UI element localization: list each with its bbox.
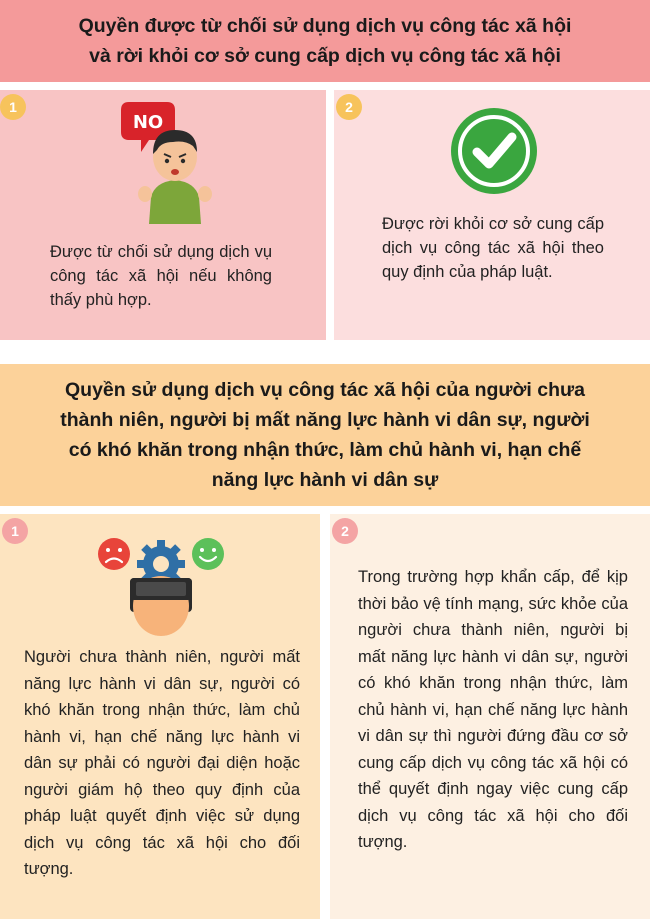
section2-title-line2: thành niên, người bị mất năng lực hành vi dân sự, người — [60, 409, 590, 431]
section2-title-line3: có khó khăn trong nhận thức, làm chủ hành vi, hạn chế — [68, 439, 582, 461]
section2-title-line1: Quyền sử dụng dịch vụ công tác xã hội của người chưa — [65, 379, 585, 401]
card-guardian-decision — [0, 514, 320, 919]
person-saying-no-icon — [115, 102, 235, 232]
card-emergency-provision — [330, 514, 650, 919]
section1-title — [0, 0, 650, 82]
number-badge-1: 1 — [0, 94, 26, 120]
section2-title — [0, 364, 650, 506]
card-leave-text: Được rời khỏi cơ sở cung cấp dịch vụ công tác xã hội theo quy định của pháp luật. — [382, 215, 604, 281]
number-badge-4: 2 — [332, 518, 358, 544]
number-badge-3: 1 — [2, 518, 28, 544]
no-badge-text: NO — [132, 112, 164, 133]
section1-title-line1: Quyền được từ chối sử dụng dịch vụ công tác xã hội — [78, 15, 572, 37]
card-refuse-service — [0, 90, 326, 340]
thinking-head-emotions-icon — [92, 524, 232, 639]
number-badge-2: 2 — [336, 94, 362, 120]
section2-title-line4: năng lực hành vi dân sự — [211, 469, 439, 491]
card-leave-facility — [334, 90, 650, 340]
section1-title-line2: và rời khỏi cơ sở cung cấp dịch vụ công tác xã hội — [89, 45, 561, 67]
card-emergency-text: Trong trường hợp khẩn cấp, để kịp thời bảo vệ tính mạng, sức khỏe của người chưa thành niên, người bị mất năng lực hành vi dân sự, người có khó khăn trong nhận thức, làm chủ hành vi, hạn chế năng lực hành vi dân sự thì người đứng đầu cơ sở cung cấp dịch vụ công tác xã hội có thể quyết định ngay việc cung cấp dịch vụ công tác xã hội cho đối tượng. — [358, 568, 628, 851]
card-guardian-text: Người chưa thành niên, người mất năng lực hành vi dân sự, người có khó khăn trong nhận thức, làm chủ hành vi, hạn chế năng lực hành vi dân sự phải có người đại diện hoặc người giám hộ theo quy định của pháp luật quyết định việc sử dụng dịch vụ công tác xã hội cho đối tượng. — [24, 648, 300, 878]
card-refuse-text: Được từ chối sử dụng dịch vụ công tác xã hội nếu không thấy phù hợp. — [50, 243, 272, 309]
green-checkmark-icon — [449, 106, 539, 196]
